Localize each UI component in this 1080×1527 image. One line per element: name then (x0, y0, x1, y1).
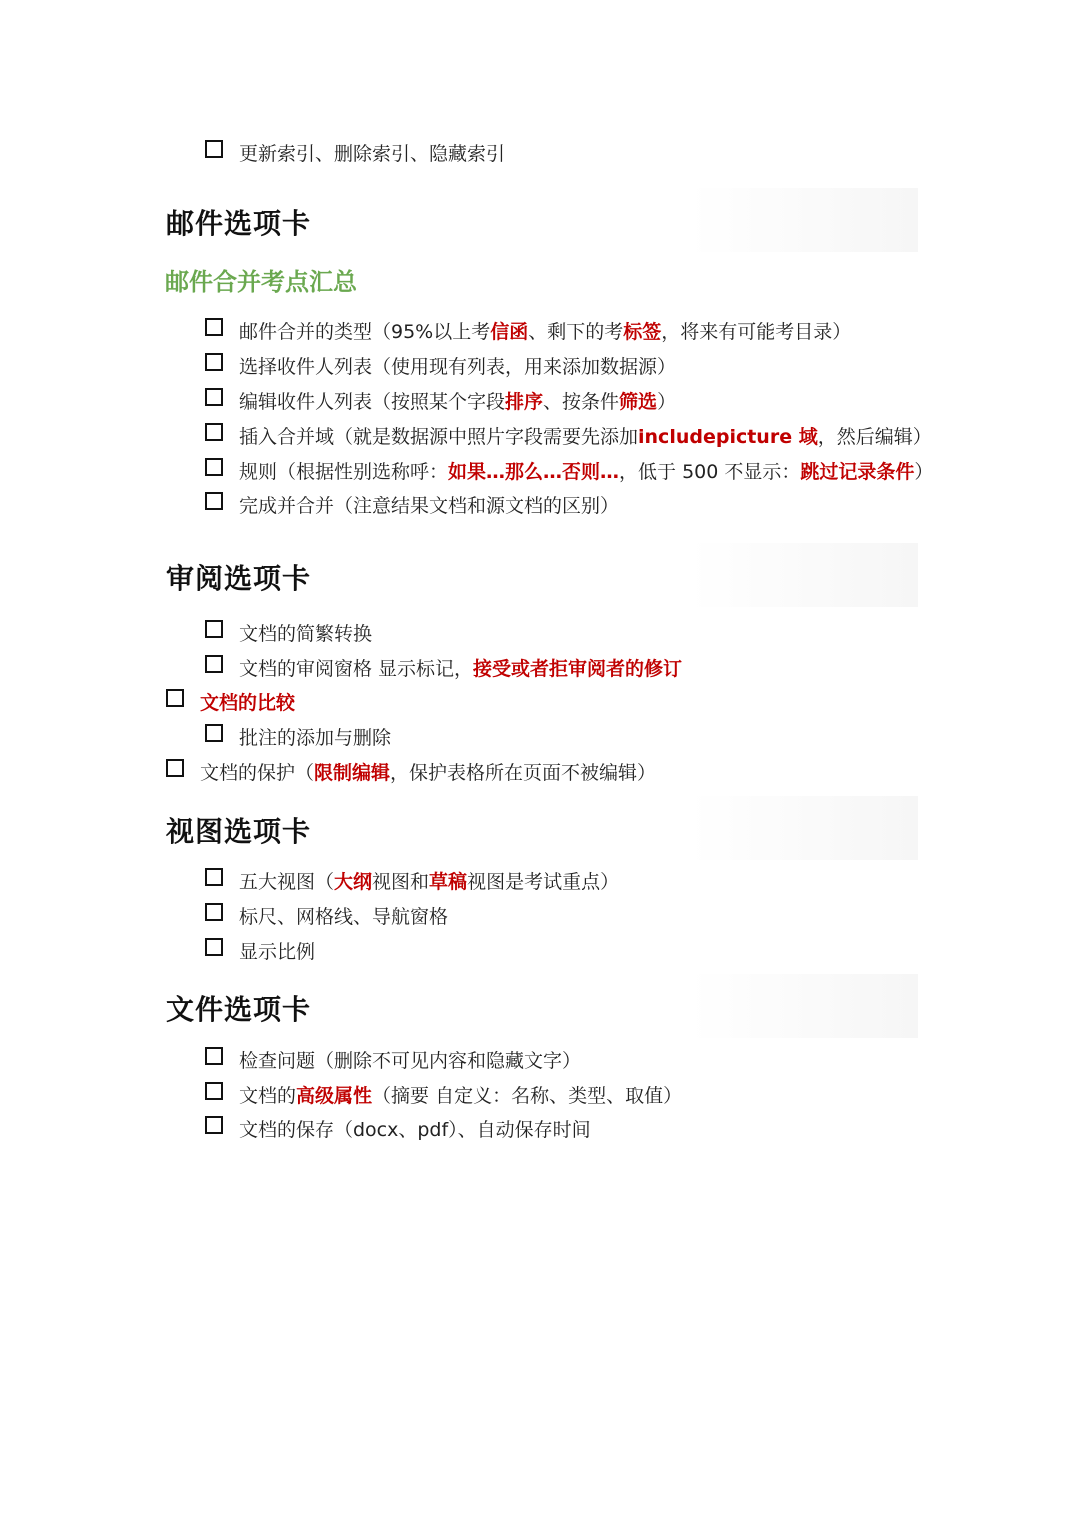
list-item-rules (205, 455, 933, 485)
checkbox-icon[interactable] (205, 1116, 223, 1134)
item-text: 五大视图（ (239, 870, 335, 893)
list-item-inspect-document (205, 1044, 581, 1074)
item-text: 更新索引、删除索引、隐藏索引 (239, 142, 506, 165)
item-text: 完成并合并（注意结果文档和源文档的区别） (239, 494, 620, 517)
list-item-insert-merge-field (205, 420, 932, 450)
checkbox-icon[interactable] (205, 1047, 223, 1065)
highlight-text: 信函 (490, 320, 529, 343)
list-item-save-document (205, 1113, 591, 1143)
checkbox-icon[interactable] (205, 140, 223, 158)
highlight-text: 标签 (623, 320, 662, 343)
item-text: ） (657, 390, 677, 413)
list-item-protect-document (166, 756, 656, 786)
highlight-text: 跳过记录条件 (800, 460, 915, 483)
list-item-simplified-traditional (205, 617, 372, 647)
section-header-file (158, 974, 918, 1038)
highlight-text: includepicture 域 (638, 425, 818, 448)
checkbox-icon[interactable] (205, 492, 223, 510)
checkbox-icon[interactable] (205, 620, 223, 638)
checkbox-icon[interactable] (205, 388, 223, 406)
item-text: ，保护表格所在页面不被编辑） (390, 761, 657, 784)
list-item-advanced-properties (205, 1079, 682, 1109)
highlight-text: 文档的比较 (200, 691, 296, 714)
item-text: ，将来有可能考目录） (661, 320, 852, 343)
checkbox-icon[interactable] (205, 938, 223, 956)
highlight-text: 大纲 (334, 870, 373, 893)
list-item-zoom (205, 935, 315, 965)
item-text: 插入合并域（就是数据源中照片字段需要先添加 (239, 425, 639, 448)
section-title: 邮件选项卡 (166, 207, 312, 240)
item-text: 编辑收件人列表（按照某个字段 (239, 390, 506, 413)
checkbox-icon[interactable] (205, 318, 223, 336)
item-text: 文档的 (239, 1084, 297, 1107)
highlight-text: 接受或者拒审阅者的修订 (473, 657, 683, 680)
checkbox-icon[interactable] (205, 458, 223, 476)
subheading-mail-merge-summary: 邮件合并考点汇总 (165, 268, 357, 296)
checkbox-icon[interactable] (205, 423, 223, 441)
list-item-select-recipients (205, 350, 676, 380)
list-item-update-index (205, 137, 505, 167)
highlight-text: 排序 (505, 390, 544, 413)
item-text: 文档的简繁转换 (239, 622, 373, 645)
section-header-view (158, 796, 918, 860)
checkbox-icon[interactable] (205, 903, 223, 921)
item-text: ） (914, 460, 934, 483)
checkbox-icon[interactable] (205, 724, 223, 742)
item-text: 标尺、网格线、导航窗格 (239, 905, 449, 928)
item-text: ，低于 500 不显示： (619, 460, 801, 483)
checkbox-icon[interactable] (205, 353, 223, 371)
list-item-five-views (205, 865, 619, 895)
list-item-review-pane (205, 652, 682, 682)
item-text: 文档的审阅窗格 显示标记， (239, 657, 474, 680)
checkbox-icon[interactable] (166, 689, 184, 707)
list-item-edit-recipients (205, 385, 676, 415)
highlight-text: 高级属性 (296, 1084, 373, 1107)
item-text: 视图是考试重点） (467, 870, 620, 893)
checkbox-icon[interactable] (166, 759, 184, 777)
highlight-text: 草稿 (429, 870, 468, 893)
item-text: 文档的保存（docx、pdf）、自动保存时间 (239, 1118, 591, 1141)
highlight-text: 如果…那么…否则… (448, 460, 620, 483)
list-item-comments (205, 721, 391, 751)
section-title: 审阅选项卡 (166, 562, 312, 595)
list-item-finish-merge (205, 489, 619, 519)
item-text: 选择收件人列表（使用现有列表，用来添加数据源） (239, 355, 677, 378)
item-text: 、按条件 (543, 390, 620, 413)
checkbox-icon[interactable] (205, 655, 223, 673)
list-item-merge-type (205, 315, 851, 345)
section-header-mail (158, 188, 918, 252)
item-text: 视图和 (372, 870, 430, 893)
section-title: 文件选项卡 (166, 993, 312, 1026)
item-text: 规则（根据性别选称呼： (239, 460, 449, 483)
item-text: 显示比例 (239, 940, 316, 963)
section-title: 视图选项卡 (166, 815, 312, 848)
section-header-review (158, 543, 918, 607)
highlight-text: 限制编辑 (314, 761, 391, 784)
list-item-ruler-gridlines (205, 900, 448, 930)
item-text: （摘要 自定义：名称、类型、取值） (372, 1084, 683, 1107)
checkbox-icon[interactable] (205, 1082, 223, 1100)
list-item-compare-documents (166, 686, 295, 716)
item-text: 批注的添加与删除 (239, 726, 392, 749)
checkbox-icon[interactable] (205, 868, 223, 886)
item-text: 检查问题（删除不可见内容和隐藏文字） (239, 1049, 582, 1072)
item-text: 文档的保护（ (200, 761, 315, 784)
item-text: ，然后编辑） (817, 425, 932, 448)
highlight-text: 筛选 (619, 390, 658, 413)
item-text: 邮件合并的类型（95%以上考 (239, 320, 491, 343)
item-text: 、剩下的考 (528, 320, 624, 343)
